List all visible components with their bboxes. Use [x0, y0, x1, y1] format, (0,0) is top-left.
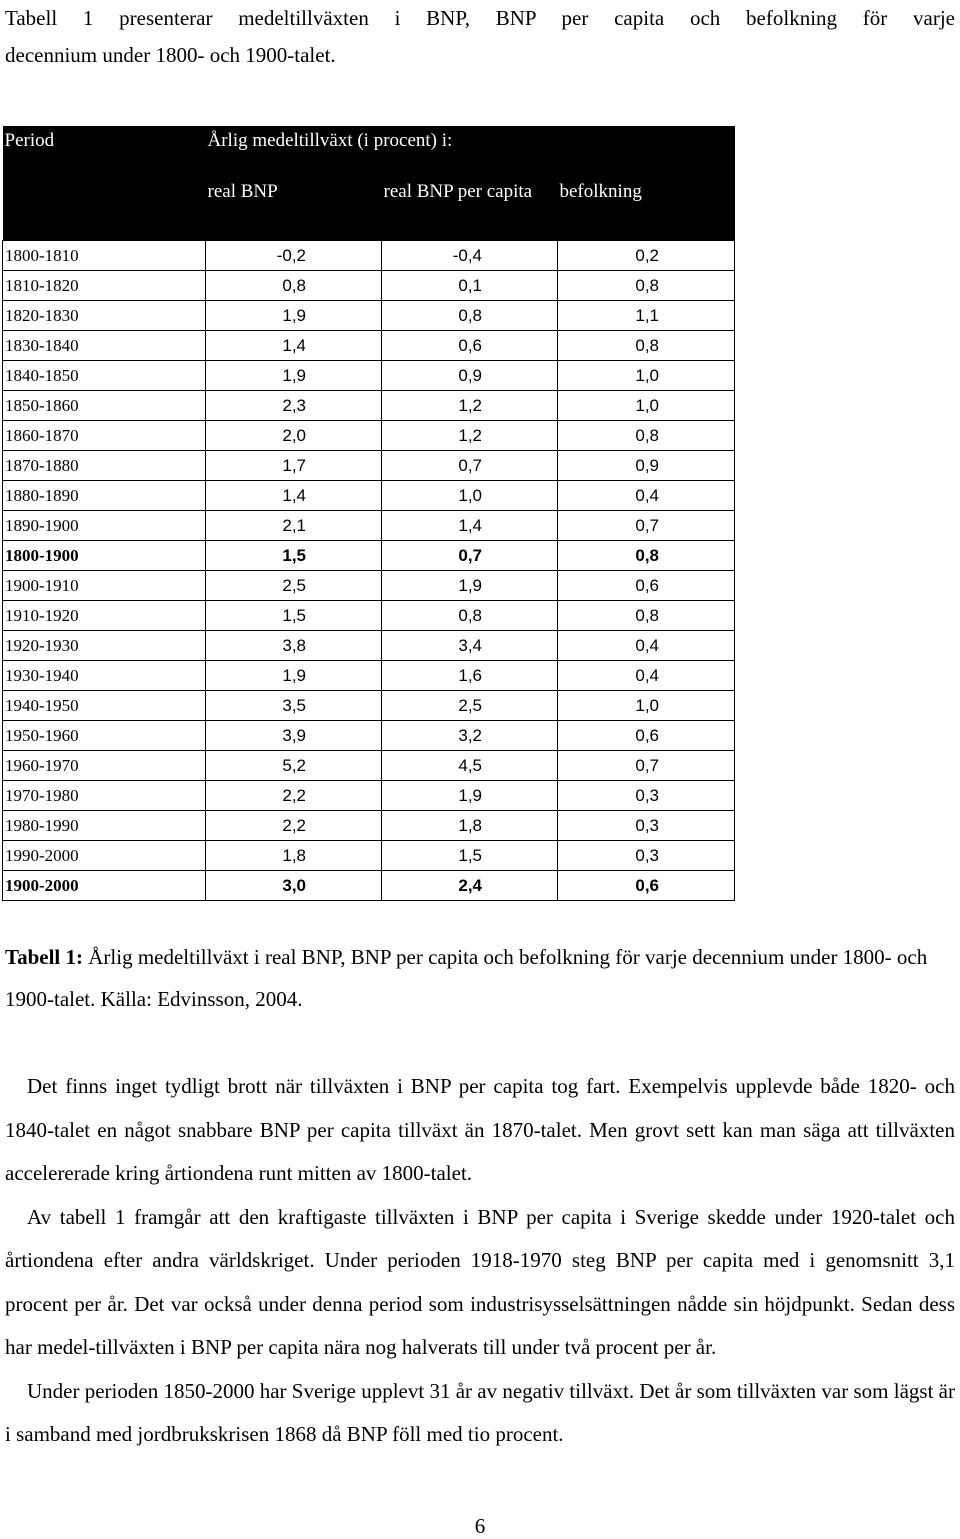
period-cell: 1950-1960 [3, 721, 206, 751]
page-number: 6 [474, 1514, 486, 1538]
period-cell: 1880-1890 [3, 481, 206, 511]
table-row [3, 751, 735, 781]
table-row [3, 631, 735, 661]
bnp-per-capita-cell: 1,0 [382, 481, 558, 511]
real-bnp-cell: 2,2 [206, 781, 382, 811]
bnp-per-capita-cell: 0,7 [382, 451, 558, 481]
table-row [3, 721, 735, 751]
befolkning-cell: 0,8 [558, 601, 735, 631]
table-row [3, 841, 735, 871]
befolkning-cell: 0,2 [558, 241, 735, 271]
bnp-per-capita-cell: 4,5 [382, 751, 558, 781]
bnp-per-capita-cell: 2,4 [382, 871, 558, 901]
body-text [5, 1065, 955, 1457]
table-row [3, 511, 735, 541]
befolkning-cell: 1,0 [558, 361, 735, 391]
real-bnp-cell: 3,0 [206, 871, 382, 901]
period-cell: 1990-2000 [3, 841, 206, 871]
real-bnp-cell: 2,0 [206, 421, 382, 451]
period-cell: 1910-1920 [3, 601, 206, 631]
header-period: Period [3, 126, 206, 172]
befolkning-cell: 0,3 [558, 781, 735, 811]
real-bnp-cell: 2,2 [206, 811, 382, 841]
growth-table [2, 126, 735, 901]
table-header-row-2 [3, 172, 735, 241]
table-row [3, 871, 735, 901]
period-cell: 1940-1950 [3, 691, 206, 721]
bnp-per-capita-cell: 0,1 [382, 271, 558, 301]
table-row [3, 811, 735, 841]
befolkning-cell: 0,6 [558, 571, 735, 601]
real-bnp-cell: 1,8 [206, 841, 382, 871]
bnp-per-capita-cell: 3,4 [382, 631, 558, 661]
table-body [3, 241, 735, 901]
bnp-per-capita-cell: 1,2 [382, 391, 558, 421]
table-row [3, 271, 735, 301]
period-cell: 1830-1840 [3, 331, 206, 361]
real-bnp-cell: 0,8 [206, 271, 382, 301]
period-cell: 1890-1900 [3, 511, 206, 541]
bnp-per-capita-cell: 1,4 [382, 511, 558, 541]
bnp-per-capita-cell: 1,2 [382, 421, 558, 451]
real-bnp-cell: 5,2 [206, 751, 382, 781]
real-bnp-cell: 2,5 [206, 571, 382, 601]
real-bnp-cell: 1,7 [206, 451, 382, 481]
bnp-per-capita-cell: 1,9 [382, 781, 558, 811]
table-row [3, 421, 735, 451]
intro-paragraph [5, 0, 955, 74]
period-cell: 1960-1970 [3, 751, 206, 781]
befolkning-cell: 0,4 [558, 481, 735, 511]
table-row [3, 361, 735, 391]
bnp-per-capita-cell: 3,2 [382, 721, 558, 751]
bnp-per-capita-cell: 0,9 [382, 361, 558, 391]
period-cell: 1970-1980 [3, 781, 206, 811]
bnp-per-capita-cell: 1,6 [382, 661, 558, 691]
befolkning-cell: 1,0 [558, 691, 735, 721]
intro-line-1: Tabell 1 presenterar medeltillväxten i BNP, BNP per capita och befolkning för varje [5, 6, 955, 30]
real-bnp-cell: 2,1 [206, 511, 382, 541]
real-bnp-cell: 1,4 [206, 481, 382, 511]
befolkning-cell: 0,4 [558, 661, 735, 691]
real-bnp-cell: -0,2 [206, 241, 382, 271]
bnp-per-capita-cell: 0,6 [382, 331, 558, 361]
befolkning-cell: 0,7 [558, 751, 735, 781]
befolkning-cell: 0,8 [558, 421, 735, 451]
table-row [3, 331, 735, 361]
befolkning-cell: 1,0 [558, 391, 735, 421]
period-cell: 1870-1880 [3, 451, 206, 481]
period-cell: 1920-1930 [3, 631, 206, 661]
table-row [3, 391, 735, 421]
befolkning-cell: 0,6 [558, 721, 735, 751]
period-cell: 1900-1910 [3, 571, 206, 601]
period-cell: 1900-2000 [3, 871, 206, 901]
table-row [3, 241, 735, 271]
real-bnp-cell: 1,9 [206, 361, 382, 391]
befolkning-cell: 0,8 [558, 331, 735, 361]
paragraph-2: Av tabell 1 framgår att den kraftigaste tillväxten i BNP per capita i Sverige skedde under 1920-talet och årtiondena efter andra världskriget. Under perioden 1918-1970 steg BNP per capita med i genomsnitt 3,1 procent per år. Det var också under denna period som industrisysselsättningen nådde sin höjdpunkt. Sedan dess har medel-tillväxten i BNP per capita nära nog halverats till under två procent per år. [5, 1204, 955, 1359]
period-cell: 1820-1830 [3, 301, 206, 331]
real-bnp-cell: 1,9 [206, 661, 382, 691]
header-group: Årlig medeltillväxt (i procent) i: [206, 126, 735, 172]
befolkning-cell: 0,7 [558, 511, 735, 541]
real-bnp-cell: 1,4 [206, 331, 382, 361]
bnp-per-capita-cell: -0,4 [382, 241, 558, 271]
bnp-per-capita-cell: 0,8 [382, 301, 558, 331]
befolkning-cell: 0,8 [558, 541, 735, 571]
befolkning-cell: 0,8 [558, 271, 735, 301]
table-header-row-1 [3, 126, 735, 172]
real-bnp-cell: 3,5 [206, 691, 382, 721]
period-cell: 1800-1810 [3, 241, 206, 271]
real-bnp-cell: 2,3 [206, 391, 382, 421]
befolkning-cell: 0,6 [558, 871, 735, 901]
caption-text: Årlig medeltillväxt i real BNP, BNP per capita och befolkning för varje decennium under 1800- och 1900-talet. Källa: Edvinsson, 2004. [5, 945, 928, 1011]
real-bnp-cell: 1,9 [206, 301, 382, 331]
bnp-per-capita-cell: 0,7 [382, 541, 558, 571]
header-col-befolkning: befolkning [558, 172, 735, 241]
table-row [3, 571, 735, 601]
table-row [3, 541, 735, 571]
bnp-per-capita-cell: 1,5 [382, 841, 558, 871]
paragraph-3: Under perioden 1850-2000 har Sverige upplevt 31 år av negativ tillväxt. Det år som tillväxten var som lägst är i samband med jordbrukskrisen 1868 då BNP föll med tio procent. [5, 1378, 955, 1446]
table-row [3, 691, 735, 721]
real-bnp-cell: 1,5 [206, 541, 382, 571]
befolkning-cell: 0,3 [558, 811, 735, 841]
period-cell: 1980-1990 [3, 811, 206, 841]
table-row [3, 661, 735, 691]
befolkning-cell: 0,3 [558, 841, 735, 871]
period-cell: 1930-1940 [3, 661, 206, 691]
caption-label: Tabell 1: [5, 945, 83, 969]
header-blank [3, 172, 206, 241]
period-cell: 1850-1860 [3, 391, 206, 421]
header-col-real-bnp: real BNP [206, 172, 382, 241]
period-cell: 1860-1870 [3, 421, 206, 451]
table-row [3, 601, 735, 631]
real-bnp-cell: 1,5 [206, 601, 382, 631]
table-row [3, 301, 735, 331]
bnp-per-capita-cell: 1,8 [382, 811, 558, 841]
intro-line-2: decennium under 1800- och 1900-talet. [5, 43, 336, 67]
befolkning-cell: 1,1 [558, 301, 735, 331]
real-bnp-cell: 3,8 [206, 631, 382, 661]
period-cell: 1800-1900 [3, 541, 206, 571]
table-row [3, 451, 735, 481]
header-col-bnp-per-capita: real BNP per capita [382, 172, 558, 241]
bnp-per-capita-cell: 0,8 [382, 601, 558, 631]
period-cell: 1840-1850 [3, 361, 206, 391]
bnp-per-capita-cell: 1,9 [382, 571, 558, 601]
table-caption [5, 936, 955, 1020]
paragraph-1: Det finns inget tydligt brott när tillväxten i BNP per capita tog fart. Exempelvis upplevde både 1820- och 1840-talet en något snabbare BNP per capita tillväxt än 1870-talet. Men grovt sett kan man säga att tillväxten accelererade kring årtiondena runt mitten av 1800-talet. [5, 1074, 955, 1185]
real-bnp-cell: 3,9 [206, 721, 382, 751]
befolkning-cell: 0,4 [558, 631, 735, 661]
table-row [3, 481, 735, 511]
table-row [3, 781, 735, 811]
period-cell: 1810-1820 [3, 271, 206, 301]
befolkning-cell: 0,9 [558, 451, 735, 481]
bnp-per-capita-cell: 2,5 [382, 691, 558, 721]
